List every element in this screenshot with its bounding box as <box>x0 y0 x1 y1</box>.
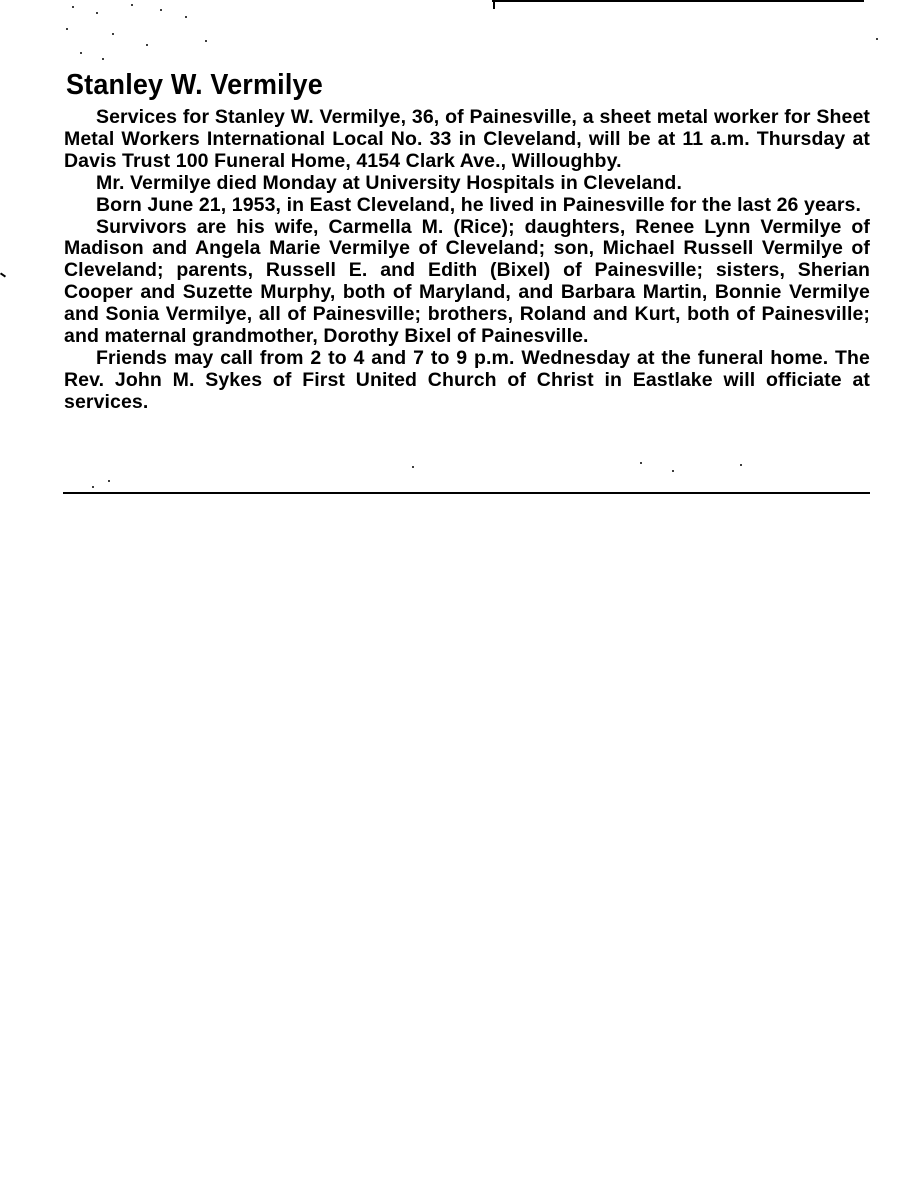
scan-speck <box>112 33 114 35</box>
scan-speck <box>80 52 82 54</box>
scan-speck <box>185 16 187 18</box>
scan-speck <box>72 6 74 8</box>
scan-speck <box>205 40 207 42</box>
scan-speck <box>92 486 94 488</box>
birth-paragraph: Born June 21, 1953, in East Cleveland, he lived in Painesville for the last 26 years. <box>96 193 861 216</box>
scan-speck <box>876 38 878 40</box>
scan-speck <box>66 28 68 30</box>
obituary-body <box>64 107 870 414</box>
scan-speck <box>740 464 742 466</box>
scan-speck <box>412 466 414 468</box>
scan-speck <box>160 9 162 11</box>
clipping-bottom-rule <box>63 492 870 494</box>
top-edge-tick <box>493 0 495 9</box>
death-paragraph: Mr. Vermilye died Monday at University Hospitals in Cleveland. <box>96 171 682 194</box>
obituary-clipping <box>64 68 870 414</box>
scan-speck <box>108 480 110 482</box>
scan-speck <box>640 462 642 464</box>
services-paragraph: Services for Stanley W. Vermilye, 36, of Painesville, a sheet metal worker for Sheet Metal Workers International Local No. 33 in Cleveland, will be at 11 a.m. Thursday at Davis Trust 100 Funeral Home, 4154 Clark Ave., Willoughby. <box>64 106 870 172</box>
scan-speck <box>146 44 148 46</box>
scan-speck <box>96 12 98 14</box>
scan-speck <box>102 58 104 60</box>
left-margin-mark <box>0 272 6 277</box>
scan-speck <box>672 470 674 472</box>
top-edge-rule <box>492 0 864 2</box>
scan-speck <box>131 4 133 6</box>
visitation-paragraph: Friends may call from 2 to 4 and 7 to 9 p.m. Wednesday at the funeral home. The Rev. John M. Sykes of First United Church of Christ in Eastlake will officiate at services. <box>64 346 870 413</box>
obituary-headline: Stanley W. Vermilye <box>66 69 323 101</box>
survivors-paragraph: Survivors are his wife, Carmella M. (Rice); daughters, Renee Lynn Vermilye of Madison and Angela Marie Vermilye of Cleveland; son, Michael Russell Vermilye of Cleveland; parents, Russell E. and Edith (Bixel) of Painesville; sisters, Sherian Cooper and Suzette Murphy, both of Maryland, and Barbara Martin, Bonnie Vermilye and Sonia Vermilye, all of Painesville; brothers, Roland and Kurt, both of Painesville; and maternal grandmother, Dorothy Bixel of Painesville. <box>64 215 870 348</box>
